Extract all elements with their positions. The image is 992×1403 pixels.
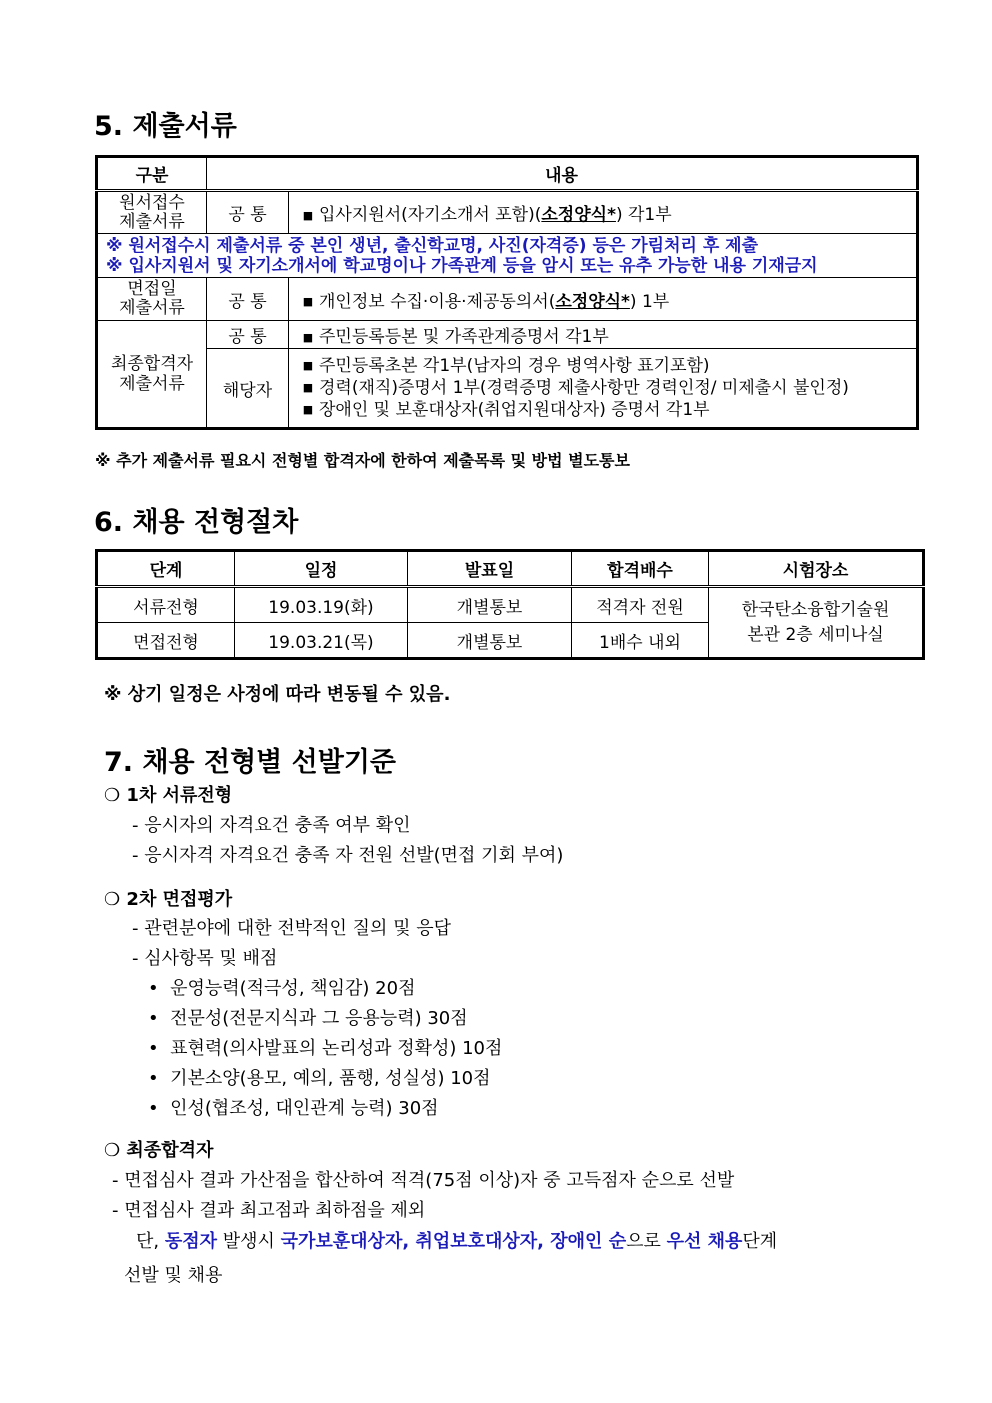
s6-footnote: ※ 상기 일정은 사정에 따라 변동될 수 있음. [104,684,451,705]
scope-common: 공 통 [207,191,289,234]
final-priority-line: 단, 동점자 발생시 국가보훈대상자, 취업보호대상자, 장애인 순으로 우선 채용단계 [136,1231,778,1252]
list-item: ■ 장애인 및 보훈대상자(취업지원대상자) 증명서 각1부 [302,400,710,420]
scope-common: 공 통 [207,321,289,349]
announce: 개별통보 [408,587,572,623]
criteria-item: • 기본소양(용모, 예의, 품행, 성실성) 10점 [148,1068,491,1089]
list-item: ■ 주민등록초본 각1부(남자의 경우 병역사항 표기포함) [302,356,710,376]
col-category: 구분 [97,157,207,191]
criteria-item: • 운영능력(적극성, 책임감) 20점 [148,978,416,999]
interview-item: ■ 개인정보 수집·이용·제공동의서(소정양식*) 1부 [289,278,918,321]
final-common-item: ■ 주민등록등본 및 가족관계증명서 각1부 [289,321,918,349]
date: 19.03.19(화) [235,587,408,623]
circle-bullet-icon: ❍ [104,1140,121,1161]
final-heading: ❍ 최종합격자 [104,1140,214,1161]
application-item: ■ 입사지원서(자기소개서 포함)(소정양식*) 각1부 [289,191,918,234]
notice-1: ※ 원서접수시 제출서류 중 본인 생년, 출신학교명, 사진(자격증) 등은 가림처리 후 제출 [106,235,759,256]
category-interview: 면접일 제출서류 [97,278,207,321]
stage1-line: - 응시자격 자격요건 충족 자 전원 선발(면접 기회 부여) [132,845,564,866]
notice-box [97,234,918,278]
stage1-heading: ❍ 1차 서류전형 [104,785,233,806]
stage1-line: - 응시자의 자격요건 충족 여부 확인 [132,815,411,836]
stage2-heading: ❍ 2차 면접평가 [104,889,233,910]
criteria-item: • 인성(협조성, 대인관계 능력) 30점 [148,1098,439,1119]
announce: 개별통보 [408,623,572,659]
multiple: 적격자 전원 [572,587,709,623]
criteria-item: • 표현력(의사발표의 논리성과 정확성) 10점 [148,1038,503,1059]
section6-title: 6. 채용 전형절차 [94,507,299,538]
table-row [97,587,924,623]
col-place: 시험장소 [709,551,924,587]
circle-bullet-icon: ❍ [104,889,121,910]
date: 19.03.21(목) [235,623,408,659]
stage2-line: - 관련분야에 대한 전박적인 질의 및 응답 [132,918,452,939]
exam-place: 한국탄소융합기술원 본관 2층 세미나실 [709,587,924,659]
stage: 면접전형 [97,623,235,659]
col-stage: 단계 [97,551,235,587]
section7-title: 7. 채용 전형별 선발기준 [104,747,396,778]
notice-2: ※ 입사지원서 및 자기소개서에 학교명이나 가족관계 등을 암시 또는 유추 가능한 내용 기재금지 [106,255,818,276]
stage2-line: - 심사항목 및 배점 [132,948,278,969]
final-line: - 면접심사 결과 최고점과 최하점을 제외 [112,1200,426,1221]
final-applicable-items [289,349,918,429]
col-date: 일정 [235,551,408,587]
scope-common: 공 통 [207,278,289,321]
criteria-item: • 전문성(전문지식과 그 응용능력) 30점 [148,1008,468,1029]
category-final: 최종합격자 제출서류 [97,321,207,429]
section5-title: 5. 제출서류 [94,111,237,142]
s5-footnote: ※ 추가 제출서류 필요시 전형별 합격자에 한하여 제출목록 및 방법 별도통보 [95,451,630,470]
scope-applicable: 해당자 [207,349,289,429]
category-application: 원서접수 제출서류 [97,191,207,234]
schedule-table [95,549,925,660]
multiple: 1배수 내외 [572,623,709,659]
final-line: 선발 및 채용 [124,1265,223,1286]
col-multiple: 합격배수 [572,551,709,587]
stage: 서류전형 [97,587,235,623]
col-announce: 발표일 [408,551,572,587]
final-line: - 면접심사 결과 가산점을 합산하여 적격(75점 이상)자 중 고득점자 순으로 선발 [112,1170,735,1191]
list-item: ■ 경력(재직)증명서 1부(경력증명 제출사항만 경력인정/ 미제출시 불인정) [302,378,849,398]
col-content: 내용 [207,157,918,191]
circle-bullet-icon: ❍ [104,785,121,806]
documents-table [95,155,919,430]
